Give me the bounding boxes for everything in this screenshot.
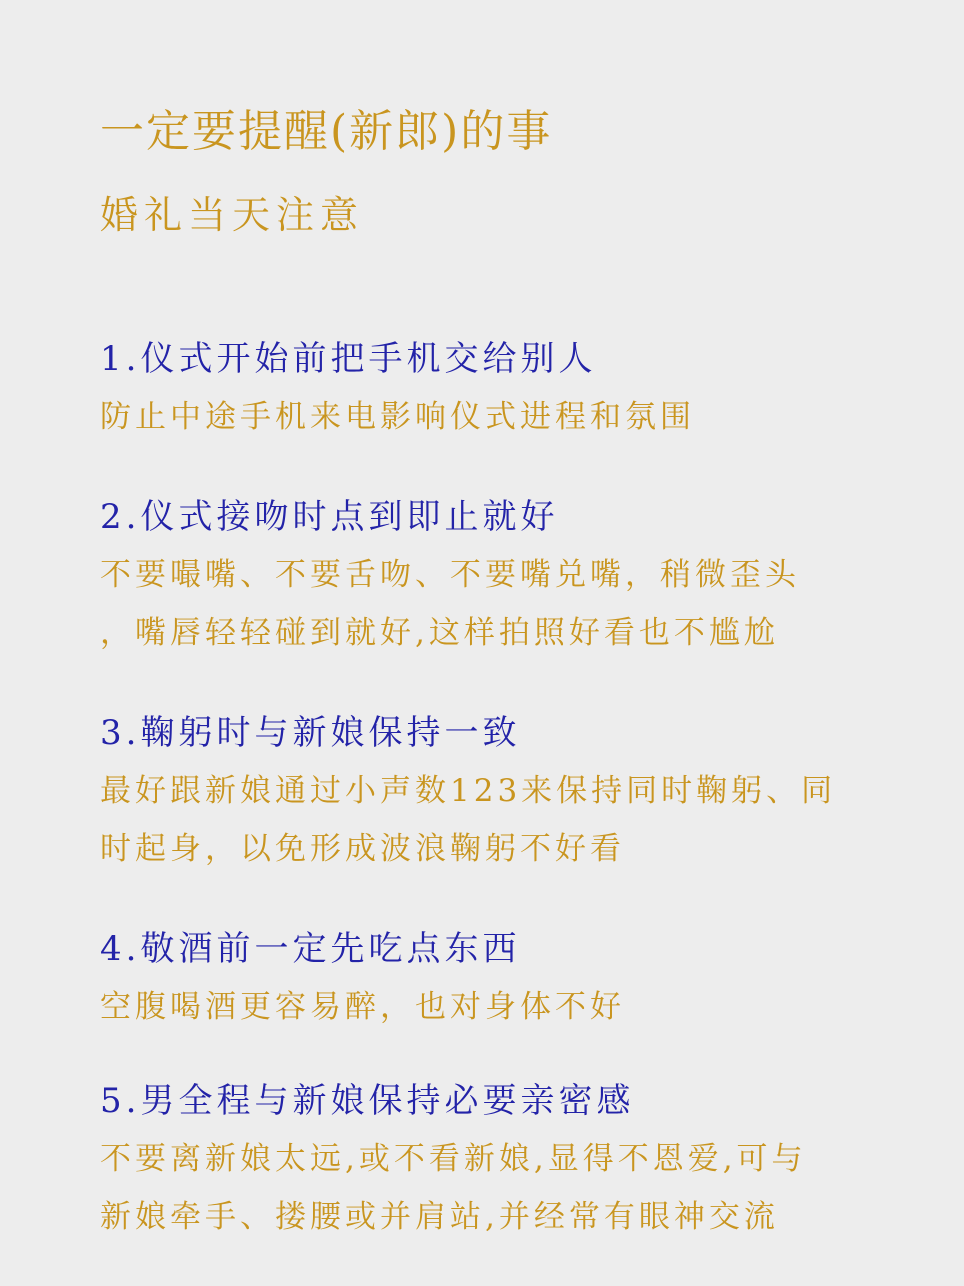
tip-body-line: 最好跟新娘通过小声数123来保持同时鞠躬、同 bbox=[100, 773, 837, 809]
tip-item bbox=[100, 488, 920, 704]
tip-body-line: 不要离新娘太远,或不看新娘,显得不恩爱,可与 bbox=[100, 1141, 807, 1177]
tips-list bbox=[100, 330, 920, 1246]
tip-heading: 5.男全程与新娘保持必要亲密感 bbox=[100, 1081, 635, 1121]
tip-body-line: 时起身，以免形成波浪鞠躬不好看 bbox=[100, 831, 625, 867]
tip-body bbox=[100, 388, 920, 446]
tip-body bbox=[100, 546, 920, 662]
tip-item bbox=[100, 704, 920, 920]
tip-body-line: 防止中途手机来电影响仪式进程和氛围 bbox=[100, 399, 695, 435]
tip-body-line: 新娘牵手、搂腰或并肩站,并经常有眼神交流 bbox=[100, 1199, 779, 1235]
tip-heading: 1.仪式开始前把手机交给别人 bbox=[100, 339, 597, 379]
tip-body bbox=[100, 762, 920, 878]
tip-body bbox=[100, 978, 920, 1036]
page-title: 一定要提醒(新郎)的事 bbox=[100, 106, 553, 157]
page-subtitle: 婚礼当天注意 bbox=[100, 193, 365, 237]
tip-item bbox=[100, 330, 920, 488]
tip-heading: 2.仪式接吻时点到即止就好 bbox=[100, 497, 559, 537]
tip-body-line: 不要嘬嘴、不要舌吻、不要嘴兑嘴，稍微歪头 bbox=[100, 557, 800, 593]
tip-item bbox=[100, 920, 920, 1072]
tip-item bbox=[100, 1072, 920, 1246]
tip-heading: 3.鞠躬时与新娘保持一致 bbox=[100, 713, 521, 753]
tip-heading: 4.敬酒前一定先吃点东西 bbox=[100, 929, 521, 969]
tip-body bbox=[100, 1130, 920, 1246]
tip-body-line: ，嘴唇轻轻碰到就好,这样拍照好看也不尴尬 bbox=[100, 615, 779, 651]
tip-body-line: 空腹喝酒更容易醉，也对身体不好 bbox=[100, 989, 625, 1025]
